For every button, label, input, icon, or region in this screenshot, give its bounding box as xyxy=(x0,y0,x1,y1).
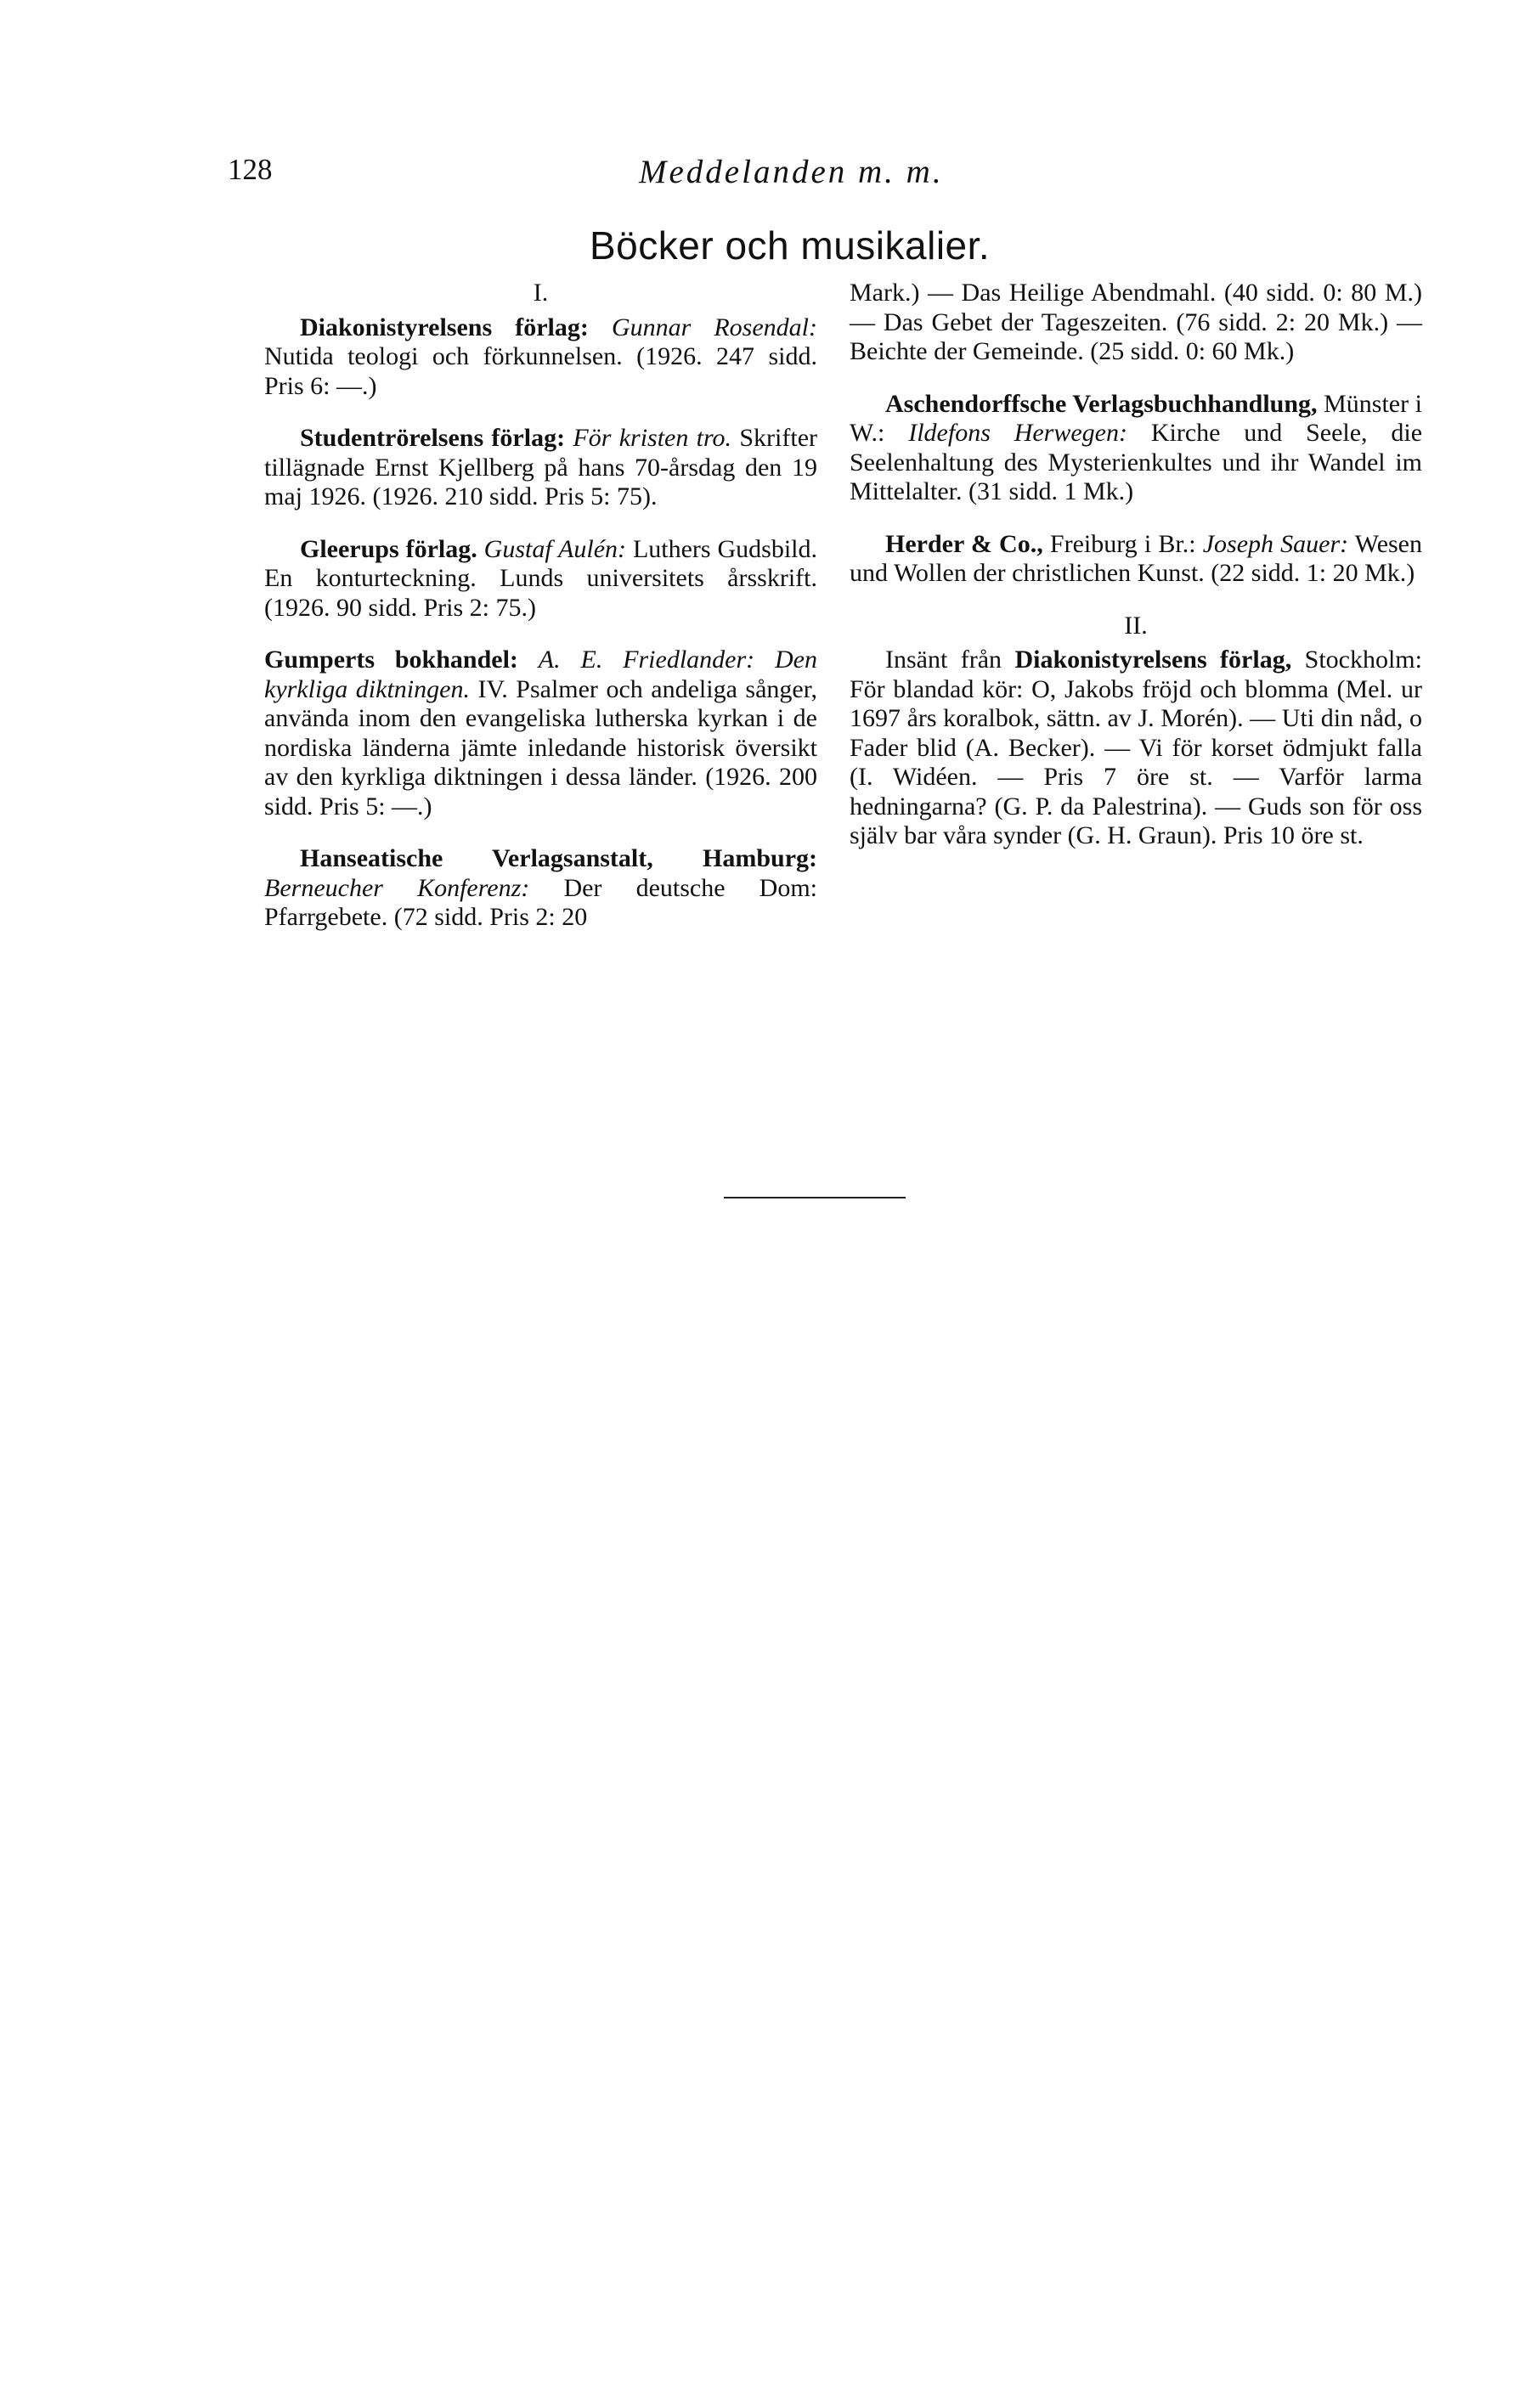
publisher: Studentrörelsens förlag: xyxy=(300,424,566,452)
author: Ildefons Herwegen: xyxy=(908,419,1127,447)
publisher: Herder & Co., xyxy=(885,529,1043,558)
entry-text: Nutida teologi och förkunnelsen. (1926. 247 sidd. Pris 6: —.) xyxy=(264,342,817,400)
list-item xyxy=(264,535,817,623)
continued-text: Mark.) — Das Heilige Abendmahl. (40 sidd. 0: 80 M.) — Das Gebet der Tageszeiten. (76 sidd. 2: 20 Mk.) — Beichte der Gemeinde. (25 sidd. 0: 60 Mk.) xyxy=(850,279,1422,365)
roman-heading-ii: II. xyxy=(1124,611,1148,640)
publisher: Diakonistyrelsens förlag: xyxy=(300,313,589,341)
author: Gunnar Rosendal: xyxy=(611,313,817,341)
list-item xyxy=(264,424,817,512)
entry-text: IV. Psalmer och andeliga sånger, använda inom den evangeliska lutherska kyrkan i de nordiska länderna jämte inledande historisk översikt av den kyrkliga diktningen i dessa länder. (1926. 200 sidd. Pris 5: —.) xyxy=(264,674,817,821)
page-number: 128 xyxy=(228,153,273,186)
publisher: Gleerups förlag. xyxy=(300,534,477,563)
roman-heading-i: I. xyxy=(533,279,549,307)
author: För kristen tro. xyxy=(573,424,732,452)
list-item xyxy=(264,313,817,402)
entry-lead: Insänt från xyxy=(885,646,1002,674)
list-item xyxy=(850,530,1422,589)
publisher: Gumperts bokhandel: xyxy=(264,646,518,674)
author: Berneucher Konferenz: xyxy=(264,873,530,902)
end-rule xyxy=(724,1197,906,1198)
entry-text: Der deutsche Dom: Pfarrgebete. (72 sidd. Pris 2: 20 xyxy=(264,873,818,931)
list-item xyxy=(264,646,817,821)
list-item xyxy=(850,646,1422,851)
list-item xyxy=(850,390,1422,507)
entry-text: Wesen und Wollen der christlichen Kunst. (22 sidd. 1: 20 Mk.) xyxy=(850,529,1422,587)
running-title: Meddelanden m. m. xyxy=(639,154,944,190)
publisher: Aschendorffsche Verlagsbuchhandlung, xyxy=(885,389,1318,418)
publisher: Diakonistyrelsens förlag, xyxy=(1014,646,1292,674)
right-column xyxy=(850,279,1422,874)
left-column xyxy=(264,279,817,956)
author: Joseph Sauer: xyxy=(1202,529,1349,558)
entry-text: Stockholm: För blandad kör: O, Jakobs fröjd och blomma (Mel. ur 1697 års koralbok, sättn. av J. Morén). — Uti din nåd, o Fader blid (A. Becker). — Vi för korset ödmjukt falla (I. Widéen. — Pris 7 öre st. — Varför larma hedningarna? (G. P. da Palestrina). — Guds son för oss själv bar våra synder (G. H. Graun). Pris 10 öre st. xyxy=(850,646,1422,849)
entry-text: Luthers Gudsbild. En konturteckning. Lunds universitets årsskrift. (1926. 90 sidd. Pris 2: 75.) xyxy=(264,534,818,622)
list-item xyxy=(264,844,817,933)
author: Gustaf Aulén: xyxy=(483,534,627,563)
entry-text: Kirche und Seele, die Seelenhaltung des Mysterienkultes und ihr Wandel im Mittelalter. (31 sidd. 1 Mk.) xyxy=(850,419,1423,505)
author: A. E. Friedlander: Den kyrkliga diktningen. xyxy=(264,646,817,703)
section-title: Böcker och musikalier. xyxy=(590,223,991,268)
publisher: Hanseatische Verlagsanstalt, Hamburg: xyxy=(300,844,817,872)
entry-text: Skrifter tillägnade Ernst Kjellberg på hans 70-årsdag den 19 maj 1926. (1926. 210 sidd. Pris 5: 75). xyxy=(264,424,818,510)
publisher-place: Münster i W.: xyxy=(850,389,1423,447)
publisher-place: Freiburg i Br.: xyxy=(1049,529,1196,558)
